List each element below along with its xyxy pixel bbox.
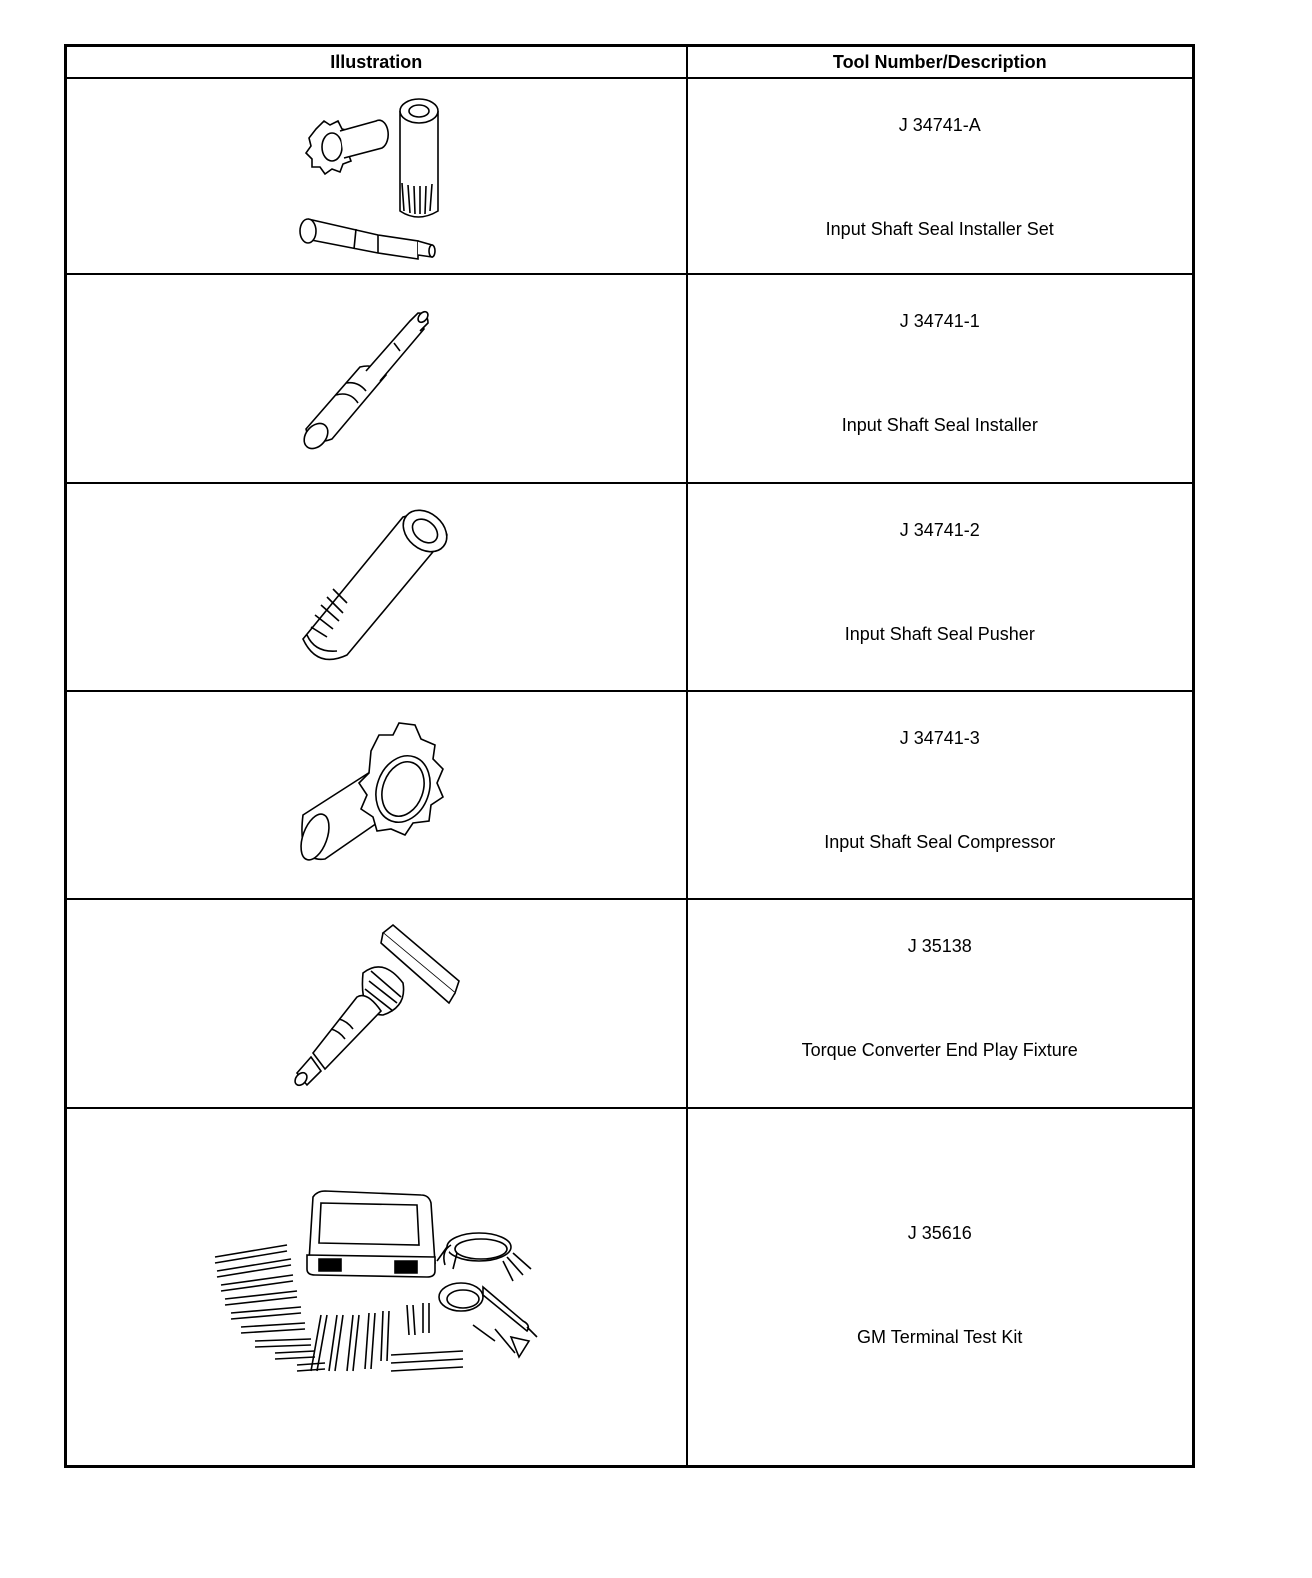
description-cell [687,899,1194,1108]
tool-number: J 35138 [907,936,972,956]
seal-compressor-icon [291,715,461,875]
table-row [66,899,1194,1108]
table-row [66,691,1194,899]
seal-installer-set-icon [296,91,456,261]
illustration-cell [66,274,687,483]
tool-description: Input Shaft Seal Pusher [844,624,1035,644]
description-cell [687,78,1194,274]
tool-number: J 34741-1 [899,311,980,331]
tool-description: Input Shaft Seal Installer [841,415,1038,435]
description-cell [687,1108,1194,1466]
seal-pusher-icon [291,507,461,667]
tool-description: GM Terminal Test Kit [857,1327,1023,1347]
tools-table [64,44,1195,1468]
table-row [66,1108,1194,1466]
table-row [66,483,1194,691]
illustration-cell [66,899,687,1108]
tool-description: Torque Converter End Play Fixture [801,1040,1078,1060]
illustration-cell [66,691,687,899]
illustration-cell [66,1108,687,1466]
description-cell [687,691,1194,899]
description-cell [687,483,1194,691]
header-tool-number-description: Tool Number/Description [687,46,1194,79]
tool-description: Input Shaft Seal Compressor [824,832,1056,852]
table-row [66,78,1194,274]
tool-description: Input Shaft Seal Installer Set [825,219,1054,239]
header-illustration: Illustration [66,46,687,79]
tool-number: J 34741-2 [899,520,980,540]
table-row [66,274,1194,483]
illustration-cell [66,78,687,274]
tool-number: J 35616 [907,1223,972,1243]
tool-number: J 34741-A [898,115,981,135]
header-row [66,46,1194,79]
end-play-fixture-icon [291,919,461,1089]
illustration-cell [66,483,687,691]
terminal-test-kit-icon [211,1187,541,1387]
tool-number: J 34741-3 [899,728,980,748]
seal-installer-icon [296,299,456,459]
description-cell [687,274,1194,483]
